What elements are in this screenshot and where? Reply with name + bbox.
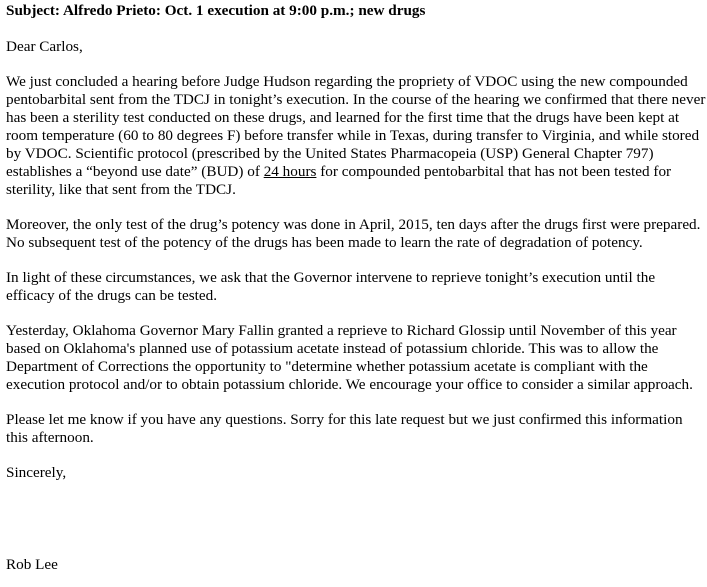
email-signature: Rob Lee <box>6 556 58 573</box>
paragraph-potency: Moreover, the only test of the drug’s potency was done in April, 2015, ten days after the drugs first were prepared. No subsequent test of the potency of the drugs has been made to learn the rate of degradation of potency. <box>6 216 701 251</box>
email-body <box>6 1 706 517</box>
paragraph-hearing <box>6 73 706 199</box>
paragraph-hearing-text: We just concluded a hearing before Judge Hudson regarding the propriety of VDOC using the new compounded pentobarbital sent from the TDCJ in tonight’s execution. In the course of the hearing we confirmed that there never has been a sterility test conducted on these drugs, and learned for the first time that the drugs have been kept at room temperature (60 to 80 degrees F) before transfer while in Texas, during transfer to Virginia, and while stored by VDOC. Scientific protocol (prescribed by the United States Pharmacopeia (USP) General Chapter 797) establishes a “beyond use date” (BUD) of <box>6 73 706 180</box>
paragraph-hearing-text-end: for compounded pentobarbital that has not been tested for sterility, like that sent from the TDCJ. <box>6 163 672 198</box>
paragraph-oklahoma: Yesterday, Oklahoma Governor Mary Fallin granted a reprieve to Richard Glossip until November of this year based on Oklahoma's planned use of potassium acetate instead of potassium chloride. This was to allow the Department of Corrections the opportunity to "determine whether potassium acetate is compliant with the execution protocol and/or to obtain potassium chloride. We encourage your office to consider a similar approach. <box>6 322 693 393</box>
email-greeting: Dear Carlos, <box>6 38 83 55</box>
underlined-bud-duration: 24 hours <box>263 163 317 180</box>
email-subject: Subject: Alfredo Prieto: Oct. 1 execution at 9:00 p.m.; new drugs <box>6 2 426 19</box>
paragraph-request: In light of these circumstances, we ask that the Governor intervene to reprieve tonight’s execution until the efficacy of the drugs can be tested. <box>6 269 656 304</box>
email-closing: Sincerely, <box>6 464 67 481</box>
paragraph-questions: Please let me know if you have any questions. Sorry for this late request but we just confirmed this information this afternoon. <box>6 411 683 446</box>
